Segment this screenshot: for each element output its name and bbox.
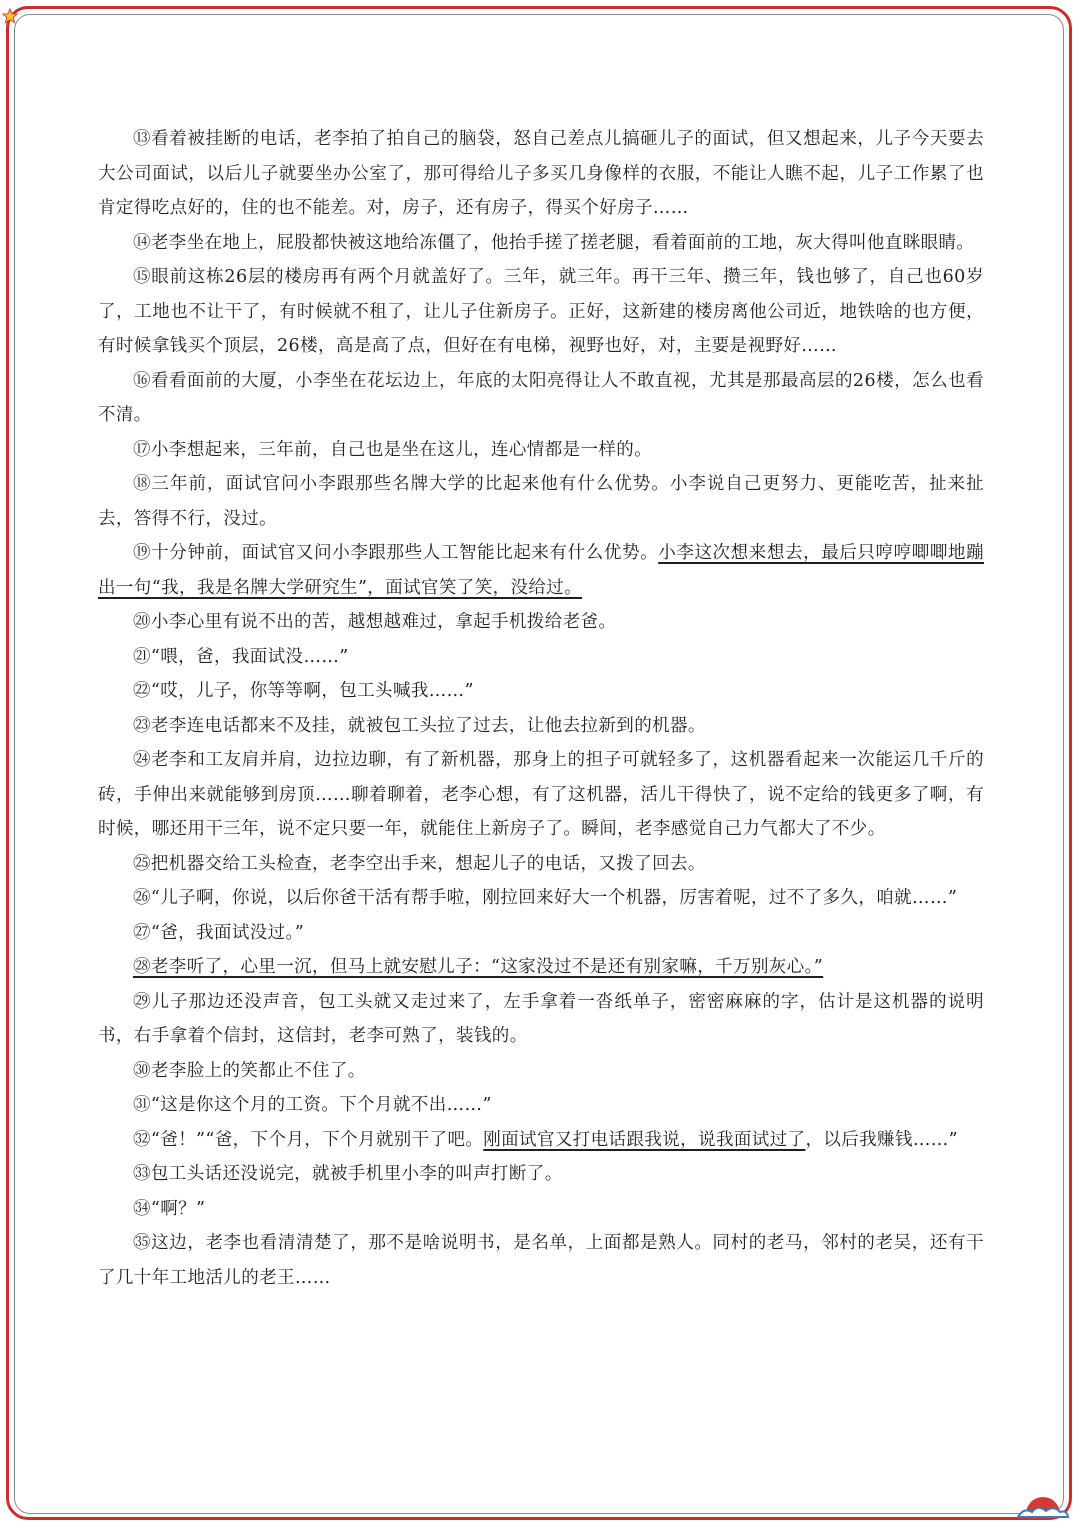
paragraph-text: ㉗“爸，我面试没过。”: [133, 922, 305, 943]
paragraph-text: ，以后我赚钱……”: [805, 1129, 958, 1150]
paragraph: [98, 1054, 984, 1089]
paragraph: [98, 916, 984, 951]
underlined-text: 刚面试官又打电话跟我说，说我面试过了: [483, 1129, 806, 1150]
sunrise-cloud-icon: [1016, 1484, 1070, 1520]
paragraph: [98, 950, 984, 985]
paragraph-text: ⑬看着被挂断的电话，老李拍了拍自己的脑袋，怒自己差点儿搞砸儿子的面试，但又想起来，儿子今天要去大公司面试，以后儿子就要坐办公室了，那可得给儿子多买几身像样的衣服，不能让人瞧不起，儿子工作累了也肯定得吃点好的，住的也不能差。对，房子，还有房子，得买个好房子……: [98, 129, 984, 218]
paragraph: [98, 364, 984, 433]
underlined-text: ㉘老李听了，心里一沉，但马上就安慰儿子：“这家没过不是还有别家嘛，千万别灰心。”: [133, 957, 824, 977]
paragraph: [98, 260, 984, 364]
paragraph: [98, 709, 984, 744]
paragraph: [98, 1192, 984, 1227]
paragraph: [98, 122, 984, 226]
paragraph: [98, 536, 984, 605]
article-body: [98, 122, 984, 1295]
paragraph-text: ㉔老李和工友肩并肩，边拉边聊，有了新机器，那身上的担子可就轻多了，这机器看起来一次能运几千斤的砖，手伸出来就能够到房顶……聊着聊着，老李心想，有了这机器，活儿干得快了，说不定给的钱更多了啊，有时候，哪还用干三年，说不定只要一年，就能住上新房子了。瞬间，老李感觉自己力气都大了不少。: [98, 750, 984, 839]
paragraph-text: ㉓老李连电话都来不及挂，就被包工头拉了过去，让他去拉新到的机器。: [133, 715, 706, 736]
paragraph-text: ⑭老李坐在地上，屁股都快被这地给冻僵了，他抬手搓了搓老腿，看着面前的工地，灰大得叫他直眯眼睛。: [133, 232, 975, 253]
paragraph-text: ㉞“啊？”: [133, 1198, 206, 1219]
paragraph-text: ㉟这边，老李也看清清楚了，那不是啥说明书，是名单，上面都是熟人。同村的老马，邻村的老吴，还有干了几十年工地活儿的老王……: [98, 1233, 984, 1288]
paragraph: [98, 847, 984, 882]
paragraph-text: ⑳小李心里有说不出的苦，越想越难过，拿起手机拨给老爸。: [133, 612, 617, 632]
paragraph-text: ⑮眼前这栋26层的楼房再有两个月就盖好了。三年，就三年。再干三年、攒三年，钱也够了，自己也60岁了，工地也不让干了，有时候就不租了，让儿子住新房子。正好，这新建的楼房离他公司近，地铁啥的也方便，有时候拿钱买个顶层，26楼，高是高了点，但好在有电梯，视野也好，对，主要是视野好……: [98, 267, 984, 356]
paragraph: [98, 605, 984, 640]
paragraph-text: ⑱三年前，面试官问小李跟那些名牌大学的比起来他有什么优势。小李说自己更努力、更能吃苦，扯来扯去，答得不行，没过。: [98, 474, 984, 529]
paragraph: [98, 743, 984, 847]
paragraph: [98, 985, 984, 1054]
paragraph-text: ㉒“哎，儿子，你等等啊，包工头喊我……”: [133, 681, 474, 701]
paragraph-text: ㉚老李脸上的笑都止不住了。: [133, 1060, 366, 1081]
paragraph: [98, 674, 984, 709]
paragraph-text: ㉜“爸！”“爸，下个月，下个月就别干了吧。: [133, 1129, 484, 1150]
underlined-text: 小李这次想来想去，最后只哼哼唧唧地蹦出一句“我，我是名牌大学研究生”，面试官笑了笑，没给过。: [98, 543, 984, 598]
paragraph-text: ㉖“儿子啊，你说，以后你爸干活有帮手啦，刚拉回来好大一个机器，厉害着呢，过不了多久，咱就……”: [133, 888, 958, 908]
paragraph-text: ⑲十分钟前，面试官又问小李跟那些人工智能比起来有什么优势。: [133, 543, 659, 563]
paragraph: [98, 433, 984, 468]
paragraph: [98, 1226, 984, 1295]
paragraph: [98, 881, 984, 916]
paragraph-text: ㉝包工头话还没说完，就被手机里小李的叫声打断了。: [133, 1164, 563, 1184]
paragraph: [98, 226, 984, 261]
paragraph: [98, 467, 984, 536]
paragraph-text: ㉕把机器交给工头检查，老李空出手来，想起儿子的电话，又拨了回去。: [133, 853, 706, 874]
paragraph-text: ㉛“这是你这个月的工资。下个月就不出……”: [133, 1095, 492, 1115]
star-icon: [2, 8, 18, 24]
paragraph: [98, 640, 984, 675]
paragraph: [98, 1088, 984, 1123]
paragraph: [98, 1123, 984, 1158]
paragraph-text: ⑯看看面前的大厦，小李坐在花坛边上，年底的太阳亮得让人不敢直视，尤其是那最高层的26楼，怎么也看不清。: [98, 370, 984, 425]
paragraph-text: ㉙儿子那边还没声音，包工头就又走过来了，左手拿着一沓纸单子，密密麻麻的字，估计是这机器的说明书，右手拿着个信封，这信封，老李可熟了，装钱的。: [98, 991, 984, 1046]
paragraph-text: ㉑“喂，爸，我面试没……”: [133, 646, 349, 667]
paragraph-text: ⑰小李想起来，三年前，自己也是坐在这儿，连心情都是一样的。: [133, 439, 653, 460]
paragraph: [98, 1157, 984, 1192]
